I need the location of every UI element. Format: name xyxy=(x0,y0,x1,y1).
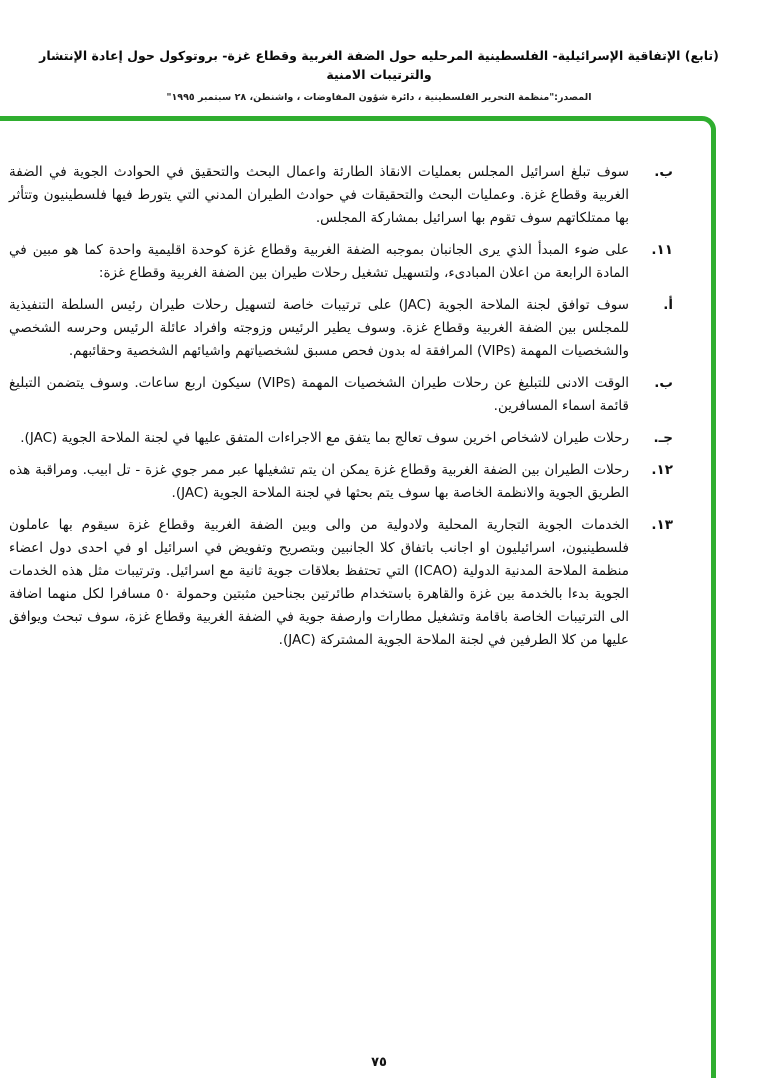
paragraph-text: على ضوء المبدأ الذي يرى الجانبان بموجبه الضفة الغربية وقطاع غزة كوحدة اقليمية واحدة كما هو مبين في المادة الرابعة من اعلان المبادىء، ولتسهيل تشغيل رحلات طيران بين الضفة الغربية وقطاع غزة: xyxy=(9,242,629,281)
paragraph-text: الوقت الادنى للتبليغ عن رحلات طيران الشخصيات المهمة (VIPs) سيكون اربع ساعات. وسوف يتضمن التبليغ قائمة اسماء المسافرين. xyxy=(9,375,629,414)
paragraph-marker: ١٢. xyxy=(651,462,673,478)
paragraph-item-13 xyxy=(9,514,673,652)
paragraph-marker: ب. xyxy=(654,375,673,391)
page-title: (تابع) الإتفاقية الإسرائيلية- الفلسطينية المرحليه حول الضفة الغربية وقطاع غزة- بروتوكول حول إعادة الإنتشار والترتيبات الامنية xyxy=(39,48,719,83)
page-header xyxy=(0,0,758,103)
source-line: المصدر:"منظمة التحرير الفلسطينية ، دائرة شؤون المفاوضات ، واشنطن، ٢٨ سبتمبر ١٩٩٥" xyxy=(166,91,592,103)
paragraph-item-b2 xyxy=(9,372,673,418)
paragraph-item-a xyxy=(9,294,673,363)
paragraph-item-j xyxy=(9,427,673,450)
paragraph-item-b1 xyxy=(9,161,673,230)
paragraph-text: سوف توافق لجنة الملاحة الجوية (JAC) على ترتيبات خاصة لتسهيل رحلات طيران رئيس السلطة التنفيذية للمجلس بين الضفة الغربية وقطاع غزة. وسوف يطير الرئيس وزوجته وافراد عائلة الرئيس وحرسه الشخصي والشخصيات المهمة (VIPs) المرافقة له بدون فحص مسبق لشخصياتهم واشيائهم الشخصية وحقائبهم. xyxy=(9,297,629,359)
paragraph-marker: أ. xyxy=(663,297,673,313)
paragraph-text: الخدمات الجوية التجارية المحلية ولادولية من والى وبين الضفة الغربية وقطاع غزة سيقوم بها عاملون فلسطينيون، اسرائيليون او اجانب باتفاق كلا الجانبين وبتصريح وتفويض في اسرائيل او في احدى دول اعضاء منظمة الملاحة المدنية الدولية (ICAO) التي تحتفظ بعلاقات جوية ثانية مع اسرائيل. وترتيبات مثل هذه الخدمات الجوية بدءا بالخدمة بين غزة والقاهرة باستخدام طائرتين بجناحين مثبتين وحمولة ٥٠ مسافرا لكل منهما اضافة الى الترتيبات الخاصة باقامة وتشغيل مطارات وارصفة جوية في الضفة الغربية وقطاع غزة، سوف تبحث ويوافق عليها من كلا الطرفين في لجنة الملاحة الجوية المشتركة (JAC). xyxy=(9,517,629,648)
paragraph-marker: ب. xyxy=(654,164,673,180)
paragraph-item-11 xyxy=(9,239,673,285)
content-frame xyxy=(0,116,716,1078)
paragraph-text: رحلات الطيران بين الضفة الغربية وقطاع غزة يمكن ان يتم تشغيلها عبر ممر جوي غزة - تل ابيب. ومراقبة هذه الطريق الجوية والانظمة الخاصة بها سوف يتم بحثها في لجنة الملاحة الجوية (JAC). xyxy=(9,462,629,501)
paragraph-marker: ١١. xyxy=(651,242,673,258)
paragraph-text: سوف تبلغ اسرائيل المجلس بعمليات الانقاذ الطارئة واعمال البحث والتحقيق في الحوادث الجوية في الضفة الغربية وقطاع غزة. وعمليات البحث والتحقيقات في حوادث الطيران المدني التي يتورط فيها فلسطينيون وتتأثر بها ممتلكاتهم سوف تقوم بها اسرائيل بمشاركة المجلس. xyxy=(9,164,629,226)
paragraph-text: رحلات طيران لاشخاص اخرين سوف تعالج بما يتفق مع الاجراءات المتفق عليها في لجنة الملاحة الجوية (JAC). xyxy=(20,430,629,446)
paragraph-marker: ١٣. xyxy=(651,517,673,533)
paragraph-marker: جـ. xyxy=(653,430,673,446)
page-footer xyxy=(0,1051,758,1070)
paragraph-item-12 xyxy=(9,459,673,505)
page-number: ٧٥ xyxy=(371,1055,387,1070)
